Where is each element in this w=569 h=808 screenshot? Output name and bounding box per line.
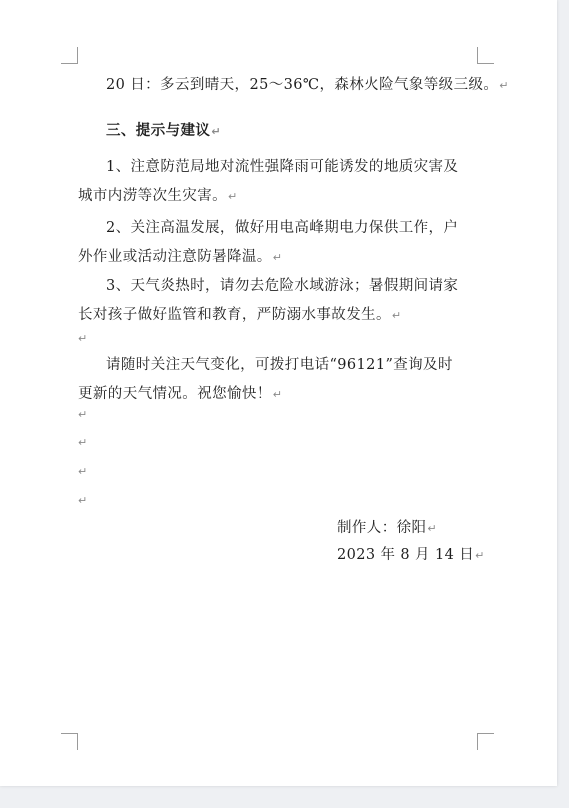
paragraph-mark-icon: ↵	[272, 388, 283, 401]
empty-paragraph[interactable]	[78, 406, 478, 422]
notice-line-1[interactable]: 请随时关注天气变化，可拨打电话“96121”查询及时	[106, 357, 453, 373]
forecast-line-day20[interactable]: 20 日：多云到晴天，25～36℃，森林火险气象等级三级。↵	[106, 77, 509, 93]
date-line[interactable]: 2023 年 8 月 14 日↵	[337, 547, 485, 563]
empty-paragraph[interactable]	[78, 330, 478, 346]
paragraph-mark-icon: ↵	[78, 436, 88, 449]
notice-line-2[interactable]: 更新的天气情况。祝您愉快！↵	[78, 386, 283, 402]
paragraph-mark-icon: ↵	[78, 408, 88, 421]
crop-mark-bottom-right	[477, 733, 494, 750]
empty-paragraph[interactable]	[78, 463, 478, 479]
crop-mark-bottom-left	[61, 733, 78, 750]
paragraph-mark-icon: ↵	[391, 309, 402, 322]
crop-mark-top-left	[61, 47, 78, 64]
tip-1-line-2[interactable]: 城市内涝等次生灾害。↵	[78, 188, 238, 204]
tip-2-line-2[interactable]: 外作业或活动注意防暑降温。↵	[78, 249, 283, 265]
paragraph-mark-icon: ↵	[475, 549, 485, 562]
paragraph-mark-icon: ↵	[272, 251, 283, 264]
paragraph-mark-icon: ↵	[78, 332, 88, 345]
section-heading[interactable]: 三、提示与建议↵	[106, 122, 221, 139]
tip-1-line-1[interactable]: 1、注意防范局地对流性强降雨可能诱发的地质灾害及	[106, 159, 459, 175]
paragraph-mark-icon: ↵	[427, 522, 438, 535]
paragraph-mark-icon: ↵	[78, 465, 88, 478]
paragraph-mark-icon: ↵	[211, 125, 221, 138]
author-line[interactable]: 制作人：徐阳↵	[337, 520, 438, 536]
paragraph-mark-icon: ↵	[228, 190, 238, 203]
paragraph-mark-icon: ↵	[78, 494, 88, 507]
crop-mark-top-right	[477, 47, 494, 64]
empty-paragraph[interactable]	[78, 434, 478, 450]
tip-3-line-1[interactable]: 3、天气炎热时，请勿去危险水域游泳；暑假期间请家	[106, 278, 459, 294]
tip-3-line-2[interactable]: 长对孩子做好监管和教育，严防溺水事故发生。↵	[78, 307, 402, 323]
paragraph-mark-icon: ↵	[499, 79, 509, 92]
tip-2-line-1[interactable]: 2、关注高温发展，做好用电高峰期电力保供工作，户	[106, 220, 459, 236]
empty-paragraph[interactable]	[78, 492, 478, 508]
